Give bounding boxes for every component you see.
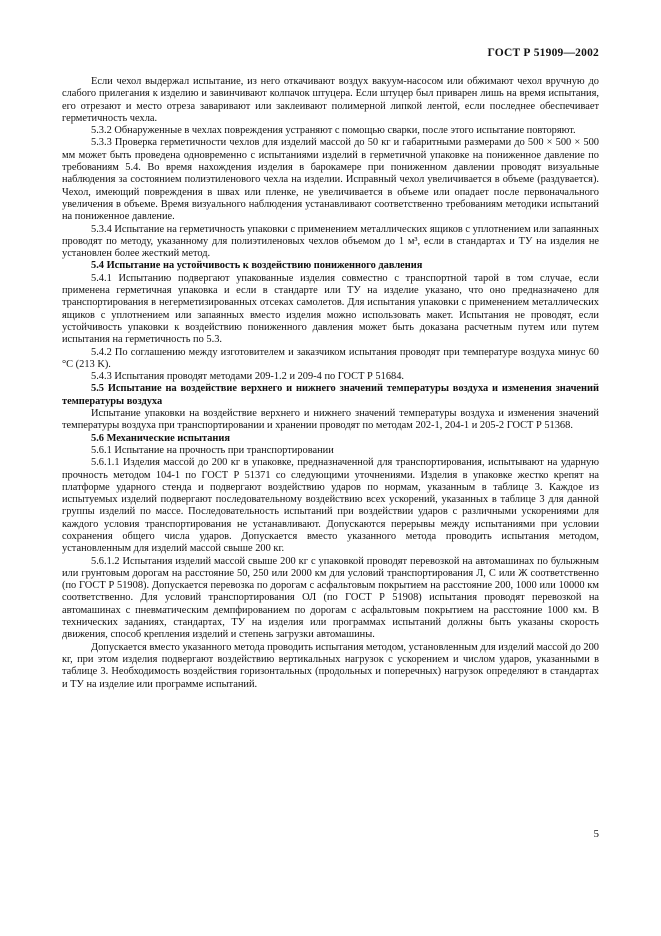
paragraph: 5.6.1 Испытание на прочность при транспортировании	[91, 444, 334, 456]
paragraph: Испытание упаковки на воздействие верхнего и нижнего значений температуры воздуха и изменения значений температуры воздуха при транспортировании и хранении проводят по методам 202-1, 204-1 и 205-2 ГОСТ Р 51368.	[62, 408, 599, 432]
standard-header: ГОСТ Р 51909—2002	[487, 47, 599, 59]
paragraph: 5.3.4 Испытание на герметичность упаковки с применением металлических ящиков с уплотнением или запаянных проводят по методу, указанному для полиэтиленовых чехлов объемом до 1 м³, если в стандартах и ТУ на изделия не установлен более жесткий метод.	[62, 223, 599, 260]
paragraph: Если чехол выдержал испытание, из него откачивают воздух вакуум-насосом или обжимают чехол вручную до слабого прилегания к изделию и завинчивают колпачок штуцера. Если штуцер был приварен лишь на время испытания, его отрезают и место отреза заваривают или заклеивают полимерной липкой лентой, если последнее обеспечивает герметичность чехла.	[62, 76, 599, 124]
paragraph: 5.4.3 Испытания проводят методами 209-1.2 и 209-4 по ГОСТ Р 51684.	[91, 371, 405, 383]
page-number: 5	[593, 828, 599, 840]
paragraph: 5.3.3 Проверка герметичности чехлов для изделий массой до 50 кг и габаритными размерами до 500 × 500 × 500 мм может быть проведена одновременно с испытаниями изделий в герметичной упаковке на пониженное давление по требованиям 5.4. Во время нахождения изделия в барокамере при пониженном давлении проводят визуальные наблюдения за состоянием полиэтиленового чехла на изделии. Исправный чехол увеличивается в объеме (раздувается). Чехол, имеющий повреждения в швах или пленке, не увеличивается в объеме или опадает после первоначального увеличения в объеме. Время визуального наблюдения устанавливают соответственно требованиям методики испытаний на пониженное давление.	[62, 137, 599, 223]
paragraph: 5.4.2 По соглашению между изготовителем и заказчиком испытания проводят при температуре воздуха минус 60 °С (213 K).	[62, 346, 599, 370]
section-heading: 5.6 Механические испытания	[91, 432, 230, 444]
section-heading: 5.4 Испытание на устойчивость к воздействию пониженного давления	[91, 260, 423, 272]
paragraph: 5.4.1 Испытанию подвергают упакованные изделия совместно с транспортной тарой в том случае, если применена герметичная упаковка и если в стандарте или ТУ на изделие указано, что оно предназначено для транспортирования в негерметизированных отсеках самолетов. Для испытания упаковки с применением металлических ящиков с уплотнением или запаянных вместо изделия можно использовать макет. Испытания не проводят, если устойчивость упаковки к воздействию пониженного давления может быть доказана расчетным путем или путем испытания на герметичность по 5.3.	[62, 272, 599, 346]
paragraph: 5.6.1.1 Изделия массой до 200 кг в упаковке, предназначенной для транспортирования, испытывают на ударную прочность методом 104-1 по ГОСТ Р 51371 со следующими уточнениями. Изделия в упаковке жестко крепят на платформе ударного стенда и подвергают воздействию ударов по нормам, указанным в таблице 3. Каждое из испытуемых изделий подвергают последовательному воздействию всех ускорений, указанных в таблице 3 для данной группы изделий по массе. Последовательность испытаний при воздействии ударов с различными ускорениями для каждого условия транспортирования не устанавливают. Допускаются перерывы между испытаниями при условии сохранения общего числа ударов. Допускается вместо указанного метода проводить испытания методом, установленным для изделий массой свыше 200 кг.	[62, 457, 599, 555]
paragraph: Допускается вместо указанного метода проводить испытания методом, установленным для изделий массой до 200 кг, при этом изделия подвергают воздействию вертикальных нагрузок с ускорением и числом ударов, указанными в таблице 3. Необходимость воздействия горизонтальных (продольных и поперечных) нагрузок определяют в стандартах и ТУ на изделие или программе испытаний.	[62, 641, 599, 690]
paragraph: 5.3.2 Обнаруженные в чехлах повреждения устраняют с помощью сварки, после этого испытание повторяют.	[91, 125, 576, 137]
paragraph: 5.6.1.2 Испытания изделий массой свыше 200 кг с упаковкой проводят перевозкой на автомашинах по булыжным или грунтовым дорогам на расстояние 50, 250 или 2000 км для условий транспортирования Л, С или Ж соответственно (по ГОСТ Р 51908). Допускается перевозка по дорогам с асфальтовым покрытием на расстояние 200, 1000 или 10000 км соответственно. Для условий транспортирования ОЛ (по ГОСТ Р 51908) испытания проводят перевозкой на автомашинах с пневматическим демпфированием по дорогам с асфальтовым покрытием на расстояние 1000 км. В технических заданиях, стандартах, ТУ на изделия или программах испытаний должны быть указаны скорость движения, способ крепления изделий и степень загрузки автомашины.	[62, 555, 599, 641]
section-heading: 5.5 Испытание на воздействие верхнего и нижнего значений температуры воздуха и изменения значений температуры воздуха	[62, 383, 599, 407]
document-body	[62, 76, 599, 691]
